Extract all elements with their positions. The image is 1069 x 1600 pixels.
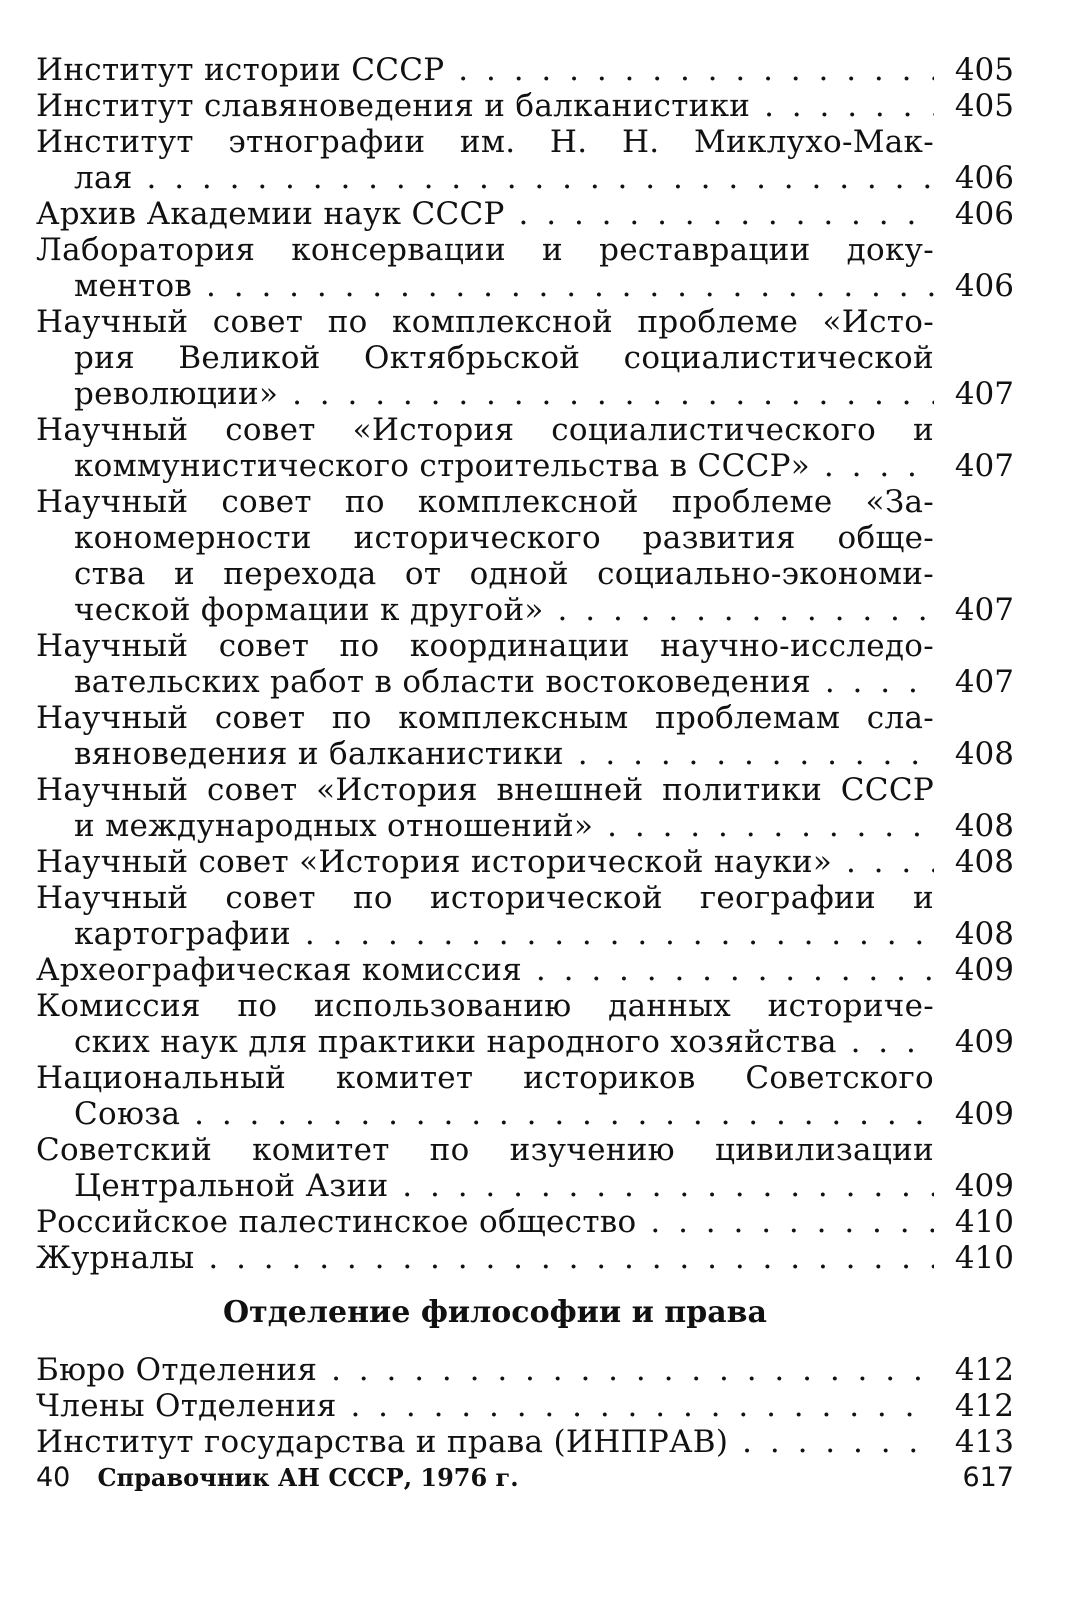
toc-entry-line: Российское палестинское общество . . . xyxy=(36,1204,934,1240)
toc-entry-line: вяноведения и балканистики . . . xyxy=(36,736,934,772)
toc-page-number: 412 xyxy=(954,1352,1014,1388)
toc-entry-line: Институт этнографии им. Н. Н. Миклухо-Мак- xyxy=(36,124,934,160)
toc-entry-line: и международных отношений» . . . xyxy=(36,808,934,844)
section-heading: Отделение философии и права xyxy=(223,1295,767,1330)
toc-entry-line: кономерности исторического развития обще- xyxy=(74,520,934,556)
toc-entry-line: Национальный комитет историков Советского xyxy=(36,1060,934,1096)
toc-entry-line: Архив Академии наук СССР . . . xyxy=(36,196,934,232)
toc-entry xyxy=(36,1240,1014,1276)
toc-entry-line: лая . . . xyxy=(36,160,934,196)
toc-entry-line: Научный совет по исторической географии и xyxy=(36,880,934,916)
toc-page-number: 407 xyxy=(954,664,1014,700)
toc-entry-line: Научный совет по координации научно-исследо- xyxy=(36,628,934,664)
toc-entry-line: коммунистического строительства в СССР» . . . xyxy=(36,448,934,484)
toc-entry xyxy=(36,52,1014,88)
toc-entry-line: вательских работ в области востоковедения . . . xyxy=(36,664,934,700)
toc-group-philosophy-law xyxy=(36,1352,1014,1460)
toc-entry xyxy=(36,628,1014,700)
toc-entry xyxy=(36,1352,1014,1388)
toc-entry-line: Лаборатория консервации и реставрации доку- xyxy=(36,232,934,268)
toc-entry-line: ства и перехода от одной социально-экономи- xyxy=(74,556,934,592)
toc-entry xyxy=(36,700,1014,772)
toc-entry xyxy=(36,952,1014,988)
toc-entry-line: Институт славяноведения и балканистики . . . xyxy=(36,88,934,124)
toc-entry-line: Бюро Отделения . . . xyxy=(36,1352,934,1388)
toc-entry-line: Члены Отделения . . . xyxy=(36,1388,934,1424)
toc-page-number: 408 xyxy=(954,808,1014,844)
toc-page-number: 406 xyxy=(954,268,1014,304)
toc-page-number: 412 xyxy=(954,1388,1014,1424)
toc-page-number: 407 xyxy=(954,592,1014,628)
toc-entry-line: рия Великой Октябрьской социалистической xyxy=(74,340,934,376)
toc-entry-line: Научный совет «История внешней политики СССР xyxy=(36,772,934,808)
toc-page-number: 408 xyxy=(954,736,1014,772)
toc-entry xyxy=(36,484,1014,628)
toc-entry-line: Институт государства и права (ИНПРАВ) . . . xyxy=(36,1424,934,1460)
toc-page-number: 408 xyxy=(954,844,1014,880)
toc-page-number: 405 xyxy=(954,52,1014,88)
table-of-contents xyxy=(36,52,1014,1460)
toc-entry xyxy=(36,412,1014,484)
toc-entry-line: Союза . . . xyxy=(36,1096,934,1132)
toc-entry xyxy=(36,1424,1014,1460)
toc-entry xyxy=(36,1132,1014,1204)
toc-entry xyxy=(36,1388,1014,1424)
toc-page-number: 410 xyxy=(954,1204,1014,1240)
toc-page-number: 406 xyxy=(954,196,1014,232)
toc-entry-line: революции» . . . xyxy=(36,376,934,412)
toc-entry-line: Научный совет по комплексной проблеме «Исто- xyxy=(36,304,934,340)
toc-entry xyxy=(36,124,1014,196)
toc-entry-line: Журналы . . . xyxy=(36,1240,934,1276)
toc-page-number: 406 xyxy=(954,160,1014,196)
toc-entry xyxy=(36,1060,1014,1132)
toc-group-history xyxy=(36,52,1014,1276)
toc-entry xyxy=(36,196,1014,232)
toc-entry xyxy=(36,88,1014,124)
toc-entry xyxy=(36,1204,1014,1240)
toc-page-number: 409 xyxy=(954,952,1014,988)
toc-entry-line: Комиссия по использованию данных историче- xyxy=(36,988,934,1024)
toc-page-number: 405 xyxy=(954,88,1014,124)
toc-entry xyxy=(36,844,1014,880)
toc-page-number: 408 xyxy=(954,916,1014,952)
toc-entry xyxy=(36,304,1014,412)
toc-entry-line: Научный совет по комплексным проблемам сла- xyxy=(36,700,934,736)
toc-entry-line: Научный совет «История исторической науки» . . . xyxy=(36,844,934,880)
toc-page-number: 407 xyxy=(954,376,1014,412)
toc-entry-line: ческой формации к другой» . . . xyxy=(36,592,934,628)
page-footer xyxy=(36,1456,1014,1500)
toc-entry xyxy=(36,988,1014,1060)
toc-entry-line: ских наук для практики народного хозяйства . . . xyxy=(36,1024,934,1060)
signature-mark: 40 xyxy=(36,1462,71,1493)
toc-entry-line: Институт истории СССР . . . xyxy=(36,52,934,88)
toc-entry-line: Научный совет «История социалистического и xyxy=(36,412,934,448)
toc-entry xyxy=(36,880,1014,952)
toc-page-number: 407 xyxy=(954,448,1014,484)
toc-entry-line: картографии . . . xyxy=(36,916,934,952)
toc-page-number: 409 xyxy=(954,1168,1014,1204)
toc-entry xyxy=(36,232,1014,304)
toc-page-number: 413 xyxy=(954,1424,1014,1460)
toc-entry-line: Научный совет по комплексной проблеме «За- xyxy=(36,484,934,520)
signature-title: Справочник АН СССР, 1976 г. xyxy=(97,1463,519,1492)
toc-entry-line: Археографическая комиссия . . . xyxy=(36,952,934,988)
toc-page-number: 409 xyxy=(954,1096,1014,1132)
toc-entry-line: Советский комитет по изучению цивилизации xyxy=(36,1132,934,1168)
toc-page-number: 410 xyxy=(954,1240,1014,1276)
toc-entry xyxy=(36,772,1014,844)
toc-entry-line: Центральной Азии . . . xyxy=(36,1168,934,1204)
page-number: 617 xyxy=(962,1462,1014,1493)
toc-entry-line: ментов . . . xyxy=(36,268,934,304)
toc-page-number: 409 xyxy=(954,1024,1014,1060)
